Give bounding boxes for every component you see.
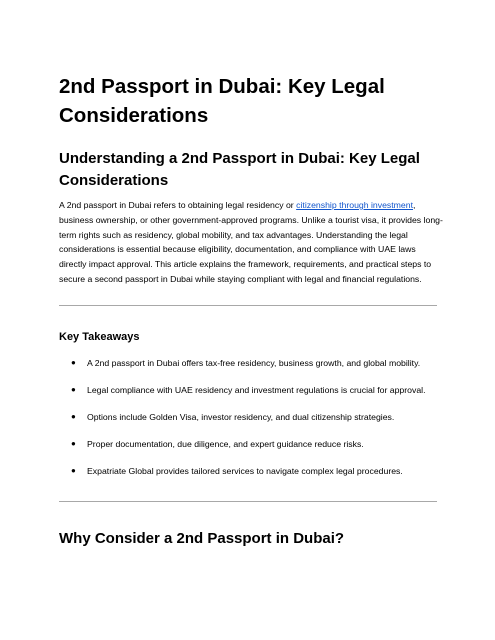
intro-text-after-link: , business ownership, or other government-approved programs. Unlike a tourist visa, it provides long-term rights such as residency, global mobility, and tax advantages. Understanding the legal considerations is essential because eligibility, documentation, and compliance with UAE laws directly impact approval. This article explains the framework, requirements, and practical steps to secure a second passport in Dubai while staying compliant with legal and financial regulations. (59, 200, 443, 284)
list-item-text: Expatriate Global provides tailored services to navigate complex legal procedures. (87, 466, 403, 476)
bullet-icon: ● (71, 385, 76, 394)
intro-text-before-link: A 2nd passport in Dubai refers to obtaining legal residency or (59, 200, 297, 210)
divider-top (59, 305, 437, 306)
bullet-icon: ● (71, 466, 76, 475)
list-item-text: Legal compliance with UAE residency and investment regulations is crucial for approval. (87, 385, 426, 395)
key-takeaways-list (59, 356, 449, 491)
list-item (59, 383, 449, 410)
list-item (59, 464, 449, 491)
list-item-text: A 2nd passport in Dubai offers tax-free residency, business growth, and global mobility. (87, 358, 421, 368)
list-item (59, 356, 449, 383)
key-takeaways-heading: Key Takeaways (59, 331, 140, 343)
list-item-text: Options include Golden Visa, investor residency, and dual citizenship strategies. (87, 412, 395, 422)
section-heading: Understanding a 2nd Passport in Dubai: Key Legal Considerations (59, 150, 420, 189)
list-item (59, 410, 449, 437)
bullet-icon: ● (71, 358, 76, 367)
list-item (59, 437, 449, 464)
intro-paragraph (59, 198, 443, 287)
divider-bottom (59, 501, 437, 502)
bullet-icon: ● (71, 439, 76, 448)
document-title: 2nd Passport in Dubai: Key Legal Considerations (59, 75, 385, 127)
bullet-icon: ● (71, 412, 76, 421)
citizenship-investment-link[interactable]: citizenship through investment (296, 200, 413, 210)
list-item-text: Proper documentation, due diligence, and expert guidance reduce risks. (87, 439, 364, 449)
why-consider-heading: Why Consider a 2nd Passport in Dubai? (59, 530, 345, 547)
